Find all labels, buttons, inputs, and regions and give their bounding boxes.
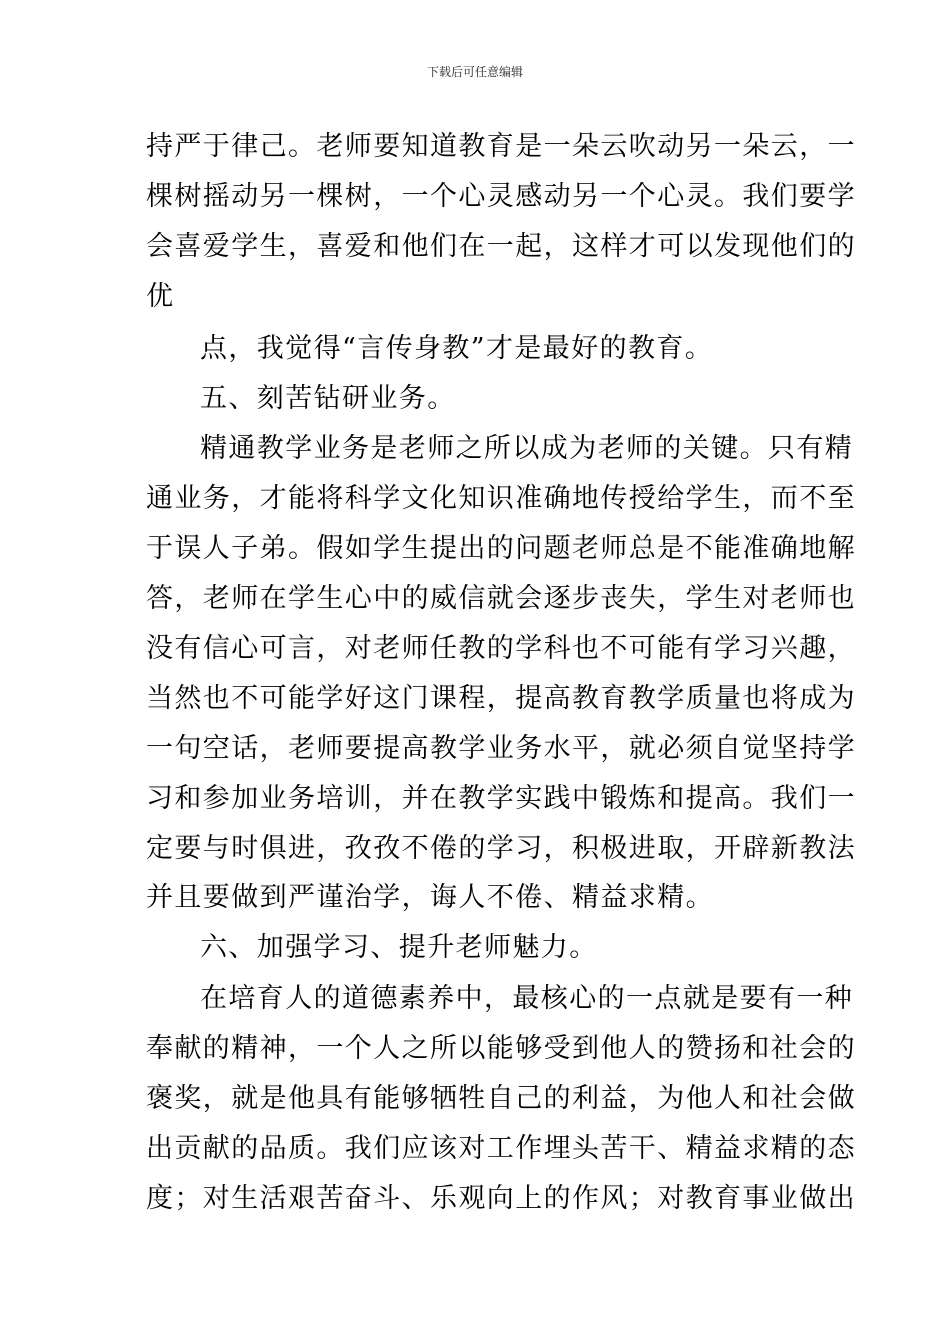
text-line: 优 — [146, 281, 175, 312]
text-line: 度；对生活艰苦奋斗、乐观向上的作风；对教育事业做出 — [146, 1183, 856, 1214]
text-line: 在培育人的道德素养中，最核心的一点就是要有一种 — [200, 983, 854, 1014]
text-line: 于误人子弟。假如学生提出的问题老师总是不能准确地解 — [146, 533, 856, 564]
section-heading: 六、加强学习、提升老师魅力。 — [200, 932, 598, 963]
page-header: 下载后可任意编辑 — [426, 65, 523, 79]
text-line: 答，老师在学生心中的威信就会逐步丧失，学生对老师也 — [146, 583, 856, 614]
text-line: 并且要做到严谨治学，诲人不倦、精益求精。 — [146, 882, 714, 913]
text-line: 没有信心可言，对老师任教的学科也不可能有学习兴趣， — [146, 633, 856, 664]
text-line: 定要与时俱进，孜孜不倦的学习，积极进取，开辟新教法 — [146, 833, 856, 864]
text-line: 一句空话，老师要提高教学业务水平，就必须自觉坚持学 — [146, 733, 856, 764]
text-line: 会喜爱学生，喜爱和他们在一起，这样才可以发现他们的 — [146, 231, 856, 262]
text-line: 奉献的精神，一个人之所以能够受到他人的赞扬和社会的 — [146, 1033, 856, 1064]
text-line: 出贡献的品质。我们应该对工作埋头苦干、精益求精的态 — [146, 1133, 856, 1164]
text-line: 持严于律己。老师要知道教育是一朵云吹动另一朵云，一 — [146, 131, 856, 162]
text-line: 棵树摇动另一棵树，一个心灵感动另一个心灵。我们要学 — [146, 181, 856, 212]
text-line: 当然也不可能学好这门课程，提高教育教学质量也将成为 — [146, 683, 856, 714]
text-line: 习和参加业务培训，并在教学实践中锻炼和提高。我们一 — [146, 783, 856, 814]
text-line: 精通教学业务是老师之所以成为老师的关键。只有精 — [200, 433, 854, 464]
text-line: 点，我觉得“言传身教”才是最好的教育。 — [200, 333, 714, 364]
text-line: 褒奖，就是他具有能够牺牲自己的利益，为他人和社会做 — [146, 1083, 856, 1114]
section-heading: 五、刻苦钻研业务。 — [200, 383, 456, 414]
text-line: 通业务，才能将科学文化知识准确地传授给学生，而不至 — [146, 483, 856, 514]
